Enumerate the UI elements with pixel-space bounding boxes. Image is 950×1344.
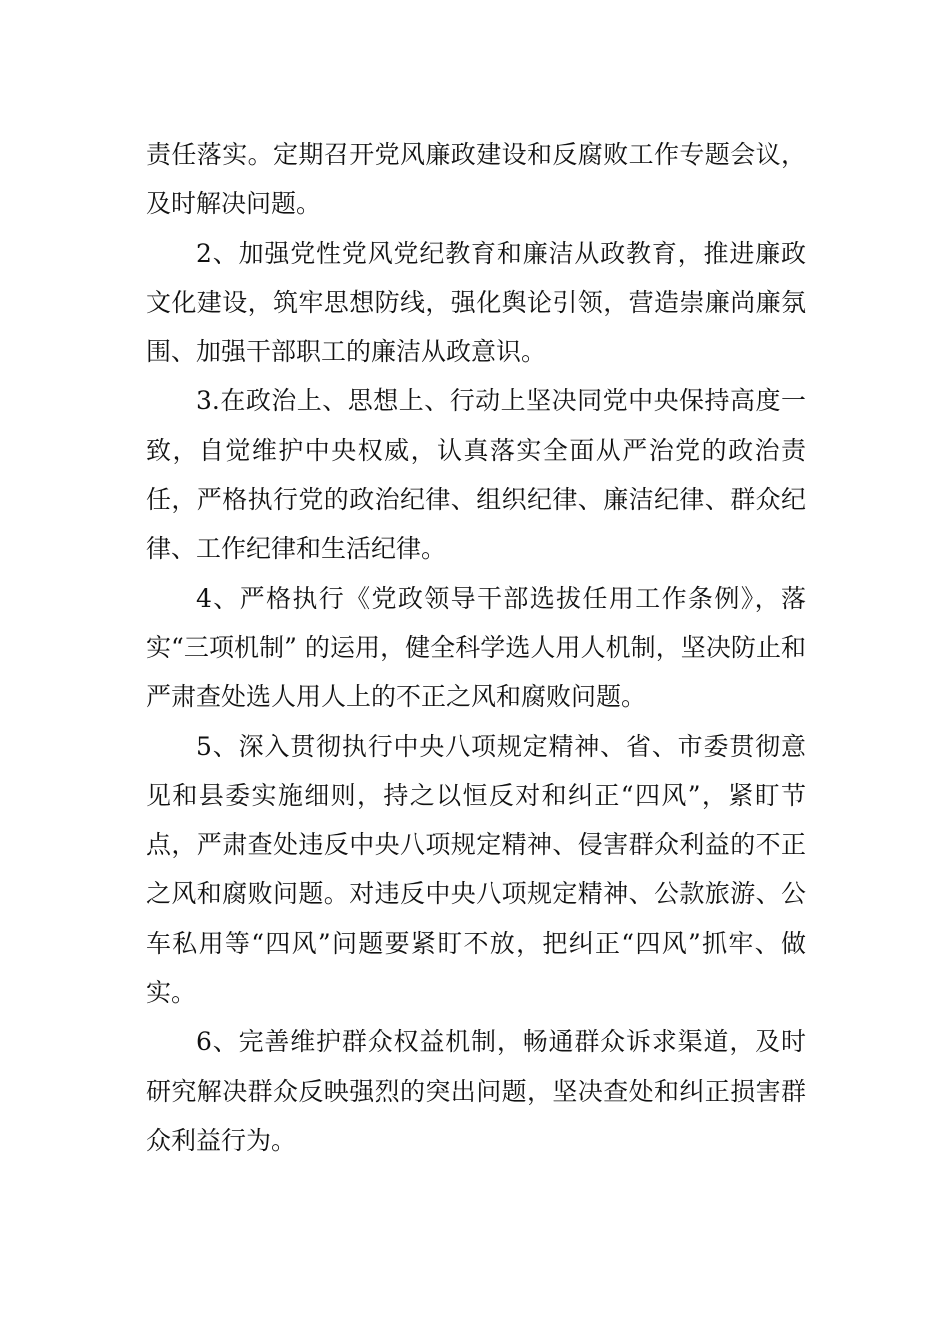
document-body [146, 130, 806, 1165]
paragraph-item-5: 5、深入贯彻执行中央八项规定精神、省、市委贯彻意见和县委实施细则，持之以恒反对和纠正“四风”，紧盯节点，严肃查处违反中央八项规定精神、侵害群众利益的不正之风和腐败问题。对违反中央八项规定精神、公款旅游、公车私用等“四风”问题要紧盯不放，把纠正“四风”抓牢、做实。 [146, 731, 806, 1008]
paragraph-item-6: 6、完善维护群众权益机制，畅通群众诉求渠道，及时研究解决群众反映强烈的突出问题，坚决查处和纠正损害群众利益行为。 [146, 1027, 806, 1155]
paragraph-item-3: 3.在政治上、思想上、行动上坚决同党中央保持高度一致，自觉维护中央权威，认真落实全面从严治党的政治责任，严格执行党的政治纪律、组织纪律、廉洁纪律、群众纪律、工作纪律和生活纪律。 [146, 386, 806, 564]
paragraph-item-2: 2、加强党性党风党纪教育和廉洁从政教育，推进廉政文化建设，筑牢思想防线，强化舆论引领，营造崇廉尚廉氛围、加强干部职工的廉洁从政意识。 [146, 238, 806, 367]
paragraph-continuation: 责任落实。定期召开党风廉政建设和反腐败工作专题会议，及时解决问题。 [146, 140, 806, 219]
paragraph-item-4: 4、严格执行《党政领导干部选拔任用工作条例》，落实“三项机制” 的运用，健全科学选人用人机制，坚决防止和严肃查处选人用人上的不正之风和腐败问题。 [146, 583, 806, 712]
